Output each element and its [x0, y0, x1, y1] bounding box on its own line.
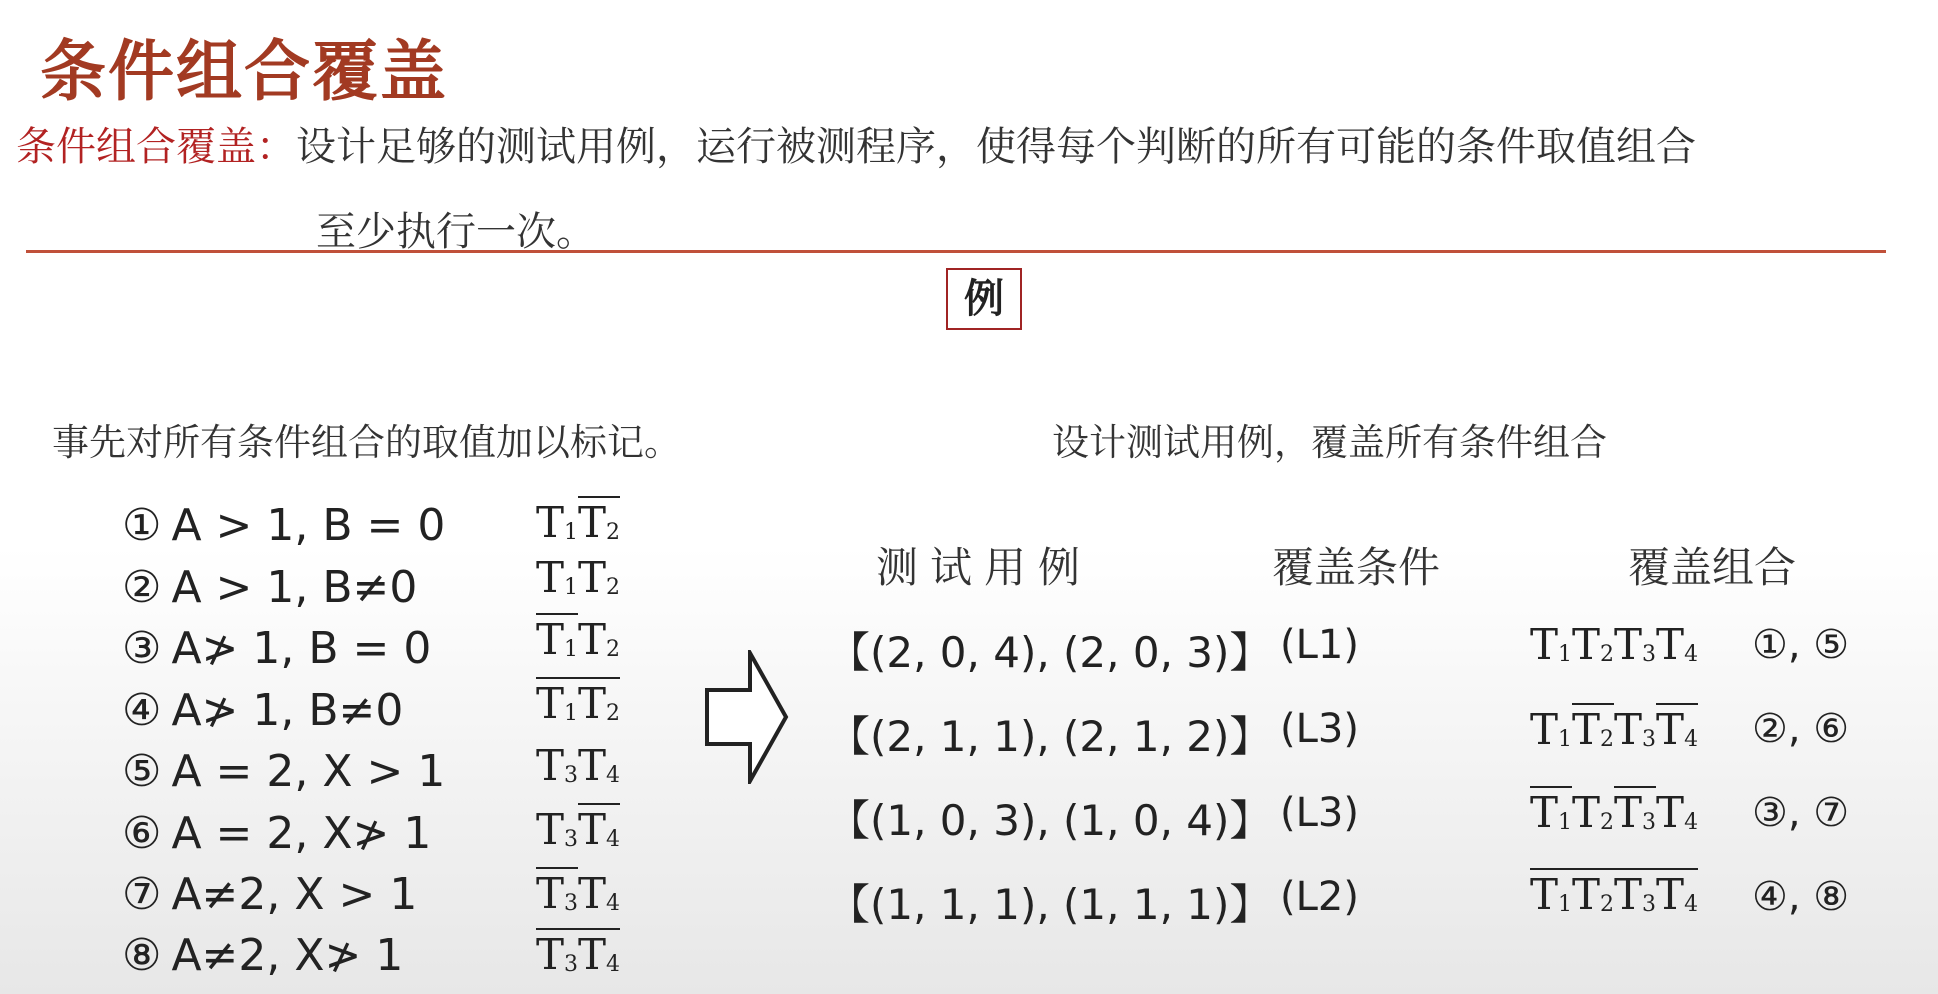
covered-path-2: (L3) — [1280, 706, 1359, 752]
t-combination-2: $T_1T_2T_3T_4$ — [1530, 705, 1699, 754]
covered-combos-2: ②, ⑥ — [1752, 706, 1850, 752]
test-case-1: 【(2, 0, 4), (2, 0, 3)】 — [828, 628, 1272, 677]
definition-line-2: 至少执行一次。 — [316, 209, 596, 255]
t-label-5: $T_3T_4$ — [536, 741, 621, 790]
left-heading: 事先对所有条件组合的取值加以标记。 — [52, 421, 681, 464]
header-covered-conditions: 覆盖条件 — [1272, 543, 1441, 592]
t-combination-3: $T_1T_2T_3T_4$ — [1530, 788, 1699, 837]
definition-text-1: 设计足够的测试用例，运行被测程序，使得每个判断的所有可能的条件取值组合 — [296, 124, 1696, 170]
test-case-4: 【(1, 1, 1), (1, 1, 1)】 — [828, 880, 1272, 929]
definition-label: 条件组合覆盖： — [16, 124, 296, 170]
covered-path-3: (L3) — [1280, 790, 1359, 836]
page-title: 条件组合覆盖 — [40, 33, 448, 110]
t-combination-4: $T_1T_2T_3T_4$ — [1530, 870, 1699, 919]
t-label-8: $T_3T_4$ — [536, 930, 621, 979]
header-covered-combinations: 覆盖组合 — [1628, 543, 1797, 592]
condition-5: ⑤ A = 2, X > 1 — [122, 746, 446, 797]
condition-8: ⑧ A≠2, X≯ 1 — [122, 930, 404, 981]
divider — [26, 250, 1886, 253]
condition-6: ⑥ A = 2, X≯ 1 — [122, 808, 432, 859]
condition-4: ④ A≯ 1, B≠0 — [122, 685, 404, 736]
example-label: 例 — [946, 268, 1022, 330]
covered-combos-1: ①, ⑤ — [1752, 622, 1850, 668]
covered-path-1: (L1) — [1280, 622, 1359, 668]
condition-1: ① A > 1, B = 0 — [122, 500, 446, 551]
t-combination-1: $T_1T_2T_3T_4$ — [1530, 620, 1699, 669]
t-label-4: $T_1T_2$ — [536, 679, 621, 728]
right-arrow-icon — [704, 650, 790, 784]
test-case-3: 【(1, 0, 3), (1, 0, 4)】 — [828, 796, 1272, 845]
t-label-7: $T_3T_4$ — [536, 869, 621, 918]
condition-7: ⑦ A≠2, X > 1 — [122, 869, 418, 920]
covered-combos-4: ④, ⑧ — [1752, 874, 1850, 920]
t-label-3: $T_1T_2$ — [536, 615, 621, 664]
test-case-2: 【(2, 1, 1), (2, 1, 2)】 — [828, 712, 1272, 761]
t-label-6: $T_3T_4$ — [536, 805, 621, 854]
t-label-2: $T_1T_2$ — [536, 553, 621, 602]
definition-line-1 — [16, 115, 1696, 172]
condition-2: ② A > 1, B≠0 — [122, 562, 418, 613]
right-heading: 设计测试用例，覆盖所有条件组合 — [1052, 421, 1607, 464]
header-test-cases: 测试用例 — [876, 543, 1093, 592]
t-label-1: $T_1T_2$ — [536, 498, 621, 547]
condition-3: ③ A≯ 1, B = 0 — [122, 623, 432, 674]
covered-path-4: (L2) — [1280, 874, 1359, 920]
covered-combos-3: ③, ⑦ — [1752, 790, 1850, 836]
